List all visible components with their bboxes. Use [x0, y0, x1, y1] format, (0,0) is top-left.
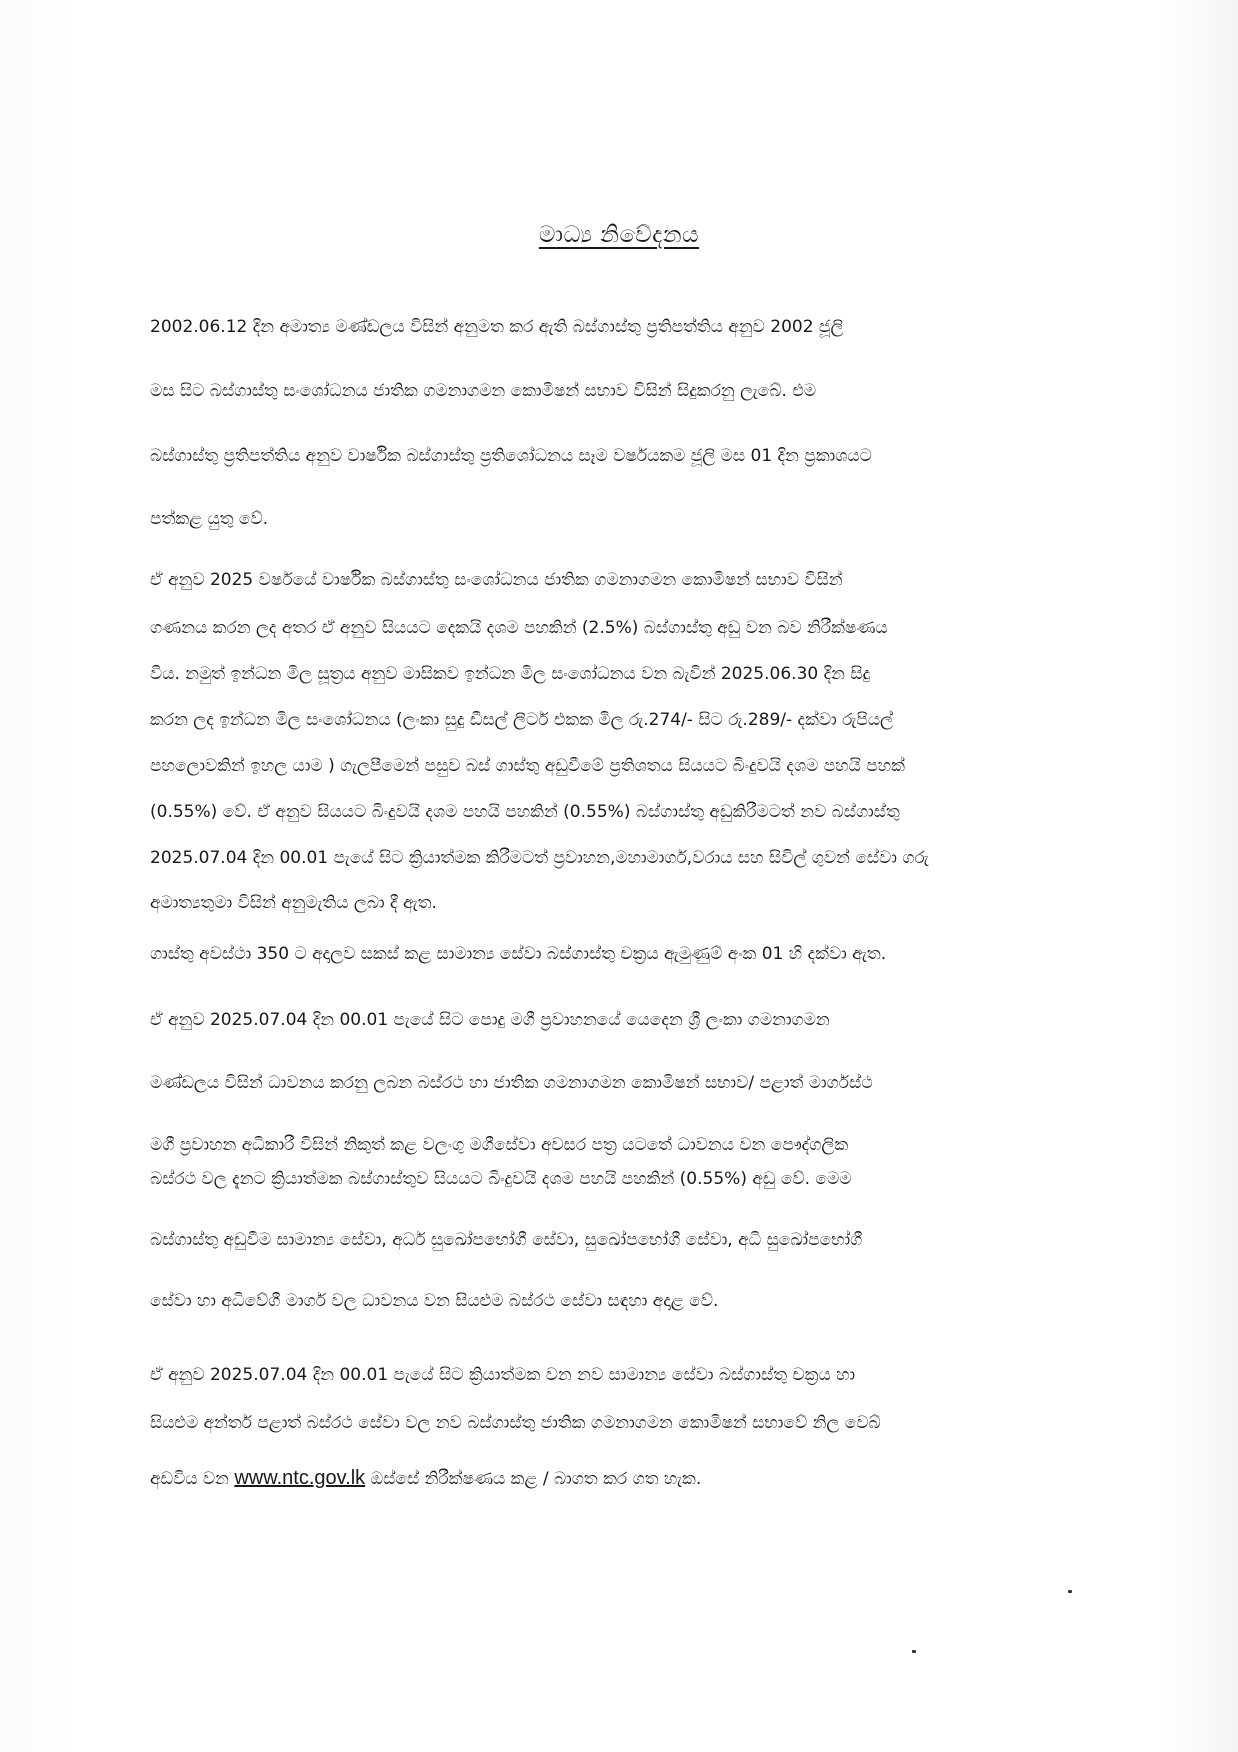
paragraph-line: ඒ අනුව 2025 වර්ෂයේ වාර්ෂික බස්ගාස්තු සංශෝධනය ජාතික ගමනාගමන කොමිෂන් සභාව විසින්: [150, 570, 843, 590]
paragraph-line: ගණනය කරන ලද අතර ඒ අනුව සියයට දෙකයි දශම පහකින් (2.5%) බස්ගාස්තු අඩු වන බව නිරීක්ෂණය: [150, 618, 888, 638]
paragraph-line: සියළුම අන්තර් පළාත් බස්රථ සේවා වල නව බස්ගාස්තු ජාතික ගමනාගමන කොමිෂන් සභාවේ නිල වෙබ්: [150, 1413, 881, 1433]
paragraph-line: පහලොවකින් ඉහල යාම ) ගැලපීමෙන් පසුව බස් ගාස්තු අඩුවීමේ ප්‍රතිශතය සියයට බිංදුවයි දශම පහයි පහක්: [150, 756, 905, 776]
paragraph-line: පත්කළ යුතු වේ.: [150, 509, 269, 529]
paragraph-line: ගාස්තු අවස්ථා 350 ට අදාලව සකස් කළ සාමාන්‍ය සේවා බස්ගාස්තු චක්‍රය ඇමුණුම් අංක 01 හි දක්වා ඇත.: [150, 944, 887, 964]
paragraph-line: මස සිට බස්ගාස්තු සංශෝධනය ජාතික ගමනාගමන කොමිෂන් සභාව විසින් සිදුකරනු ලැබේ. එම: [150, 381, 817, 401]
paragraph-line: ඒ අනුව 2025.07.04 දින 00.01 පැයේ සිට පොදු මගී ප්‍රවාහනයේ යෙදෙන ශ්‍රී ලංකා ගමනාගමන: [150, 1010, 830, 1030]
paragraph-line: විය. නමුත් ඉන්ධන මිල සූත්‍රය අනුව මාසිකව ඉන්ධන මිල සංශෝධනය වන බැවින් 2025.06.30 දින සිදු: [150, 664, 871, 684]
paragraph-line: ඒ අනුව 2025.07.04 දින 00.01 පැයේ සිට ක්‍රියාත්මක වන නව සාමාන්‍ය සේවා බස්ගාස්තු චක්‍රය හා: [150, 1365, 856, 1385]
page-title: මාධ්‍ය නිවේදනය: [538, 222, 700, 248]
paragraph-line: 2002.06.12 දින අමාත්‍ය මණ්ඩලය විසින් අනුමත කර ඇති බස්ගාස්තු ප්‍රතිපත්තිය අනුව 2002 ජූලි: [150, 317, 844, 337]
scan-speck: [912, 1650, 916, 1653]
paragraph-line: සේවා හා අධිවේගී මාර්ග වල ධාවනය වන සියළුම බස්රථ සේවා සඳහා අදාළ වේ.: [150, 1291, 719, 1311]
paragraph-line-with-link: [150, 1466, 1110, 1491]
paragraph-line: බස්ගාස්තු ප්‍රතිපත්තිය අනුව වාර්ෂික බස්ගාස්තු ප්‍රතිශෝධනය සෑම වර්ෂයකම ජූලි මස 01 දින ප්‍රකාශයට: [150, 446, 872, 466]
line-suffix: ඔස්සේ නිරීක්ෂණය කළ / බාගත කර ගත හැක.: [365, 1469, 702, 1489]
paragraph-line: 2025.07.04 දින 00.01 පැයේ සිට ක්‍රියාත්මක කිරීමටත් ප්‍රවාහන,මහාමාර්ග,වරාය සහ සිවිල් ගුවන් සේවා ගරු: [150, 848, 929, 868]
paragraph-line: මගී ප්‍රවාහන අධිකාරී විසින් නිකුත් කළ වලංගු මගීසේවා අවසර පත්‍ර යටතේ ධාවනය වන පෞද්ගලික: [150, 1135, 849, 1155]
paragraph-line: බස්රථ වල දැනට ක්‍රියාත්මක බස්ගාස්තුව සියයට බිංදුවයි දශම පහයි පහකින් (0.55%) අඩු වේ. මෙම: [150, 1169, 852, 1189]
paragraph-line: කරන ලද ඉන්ධන මිල සංශෝධනය (ලංකා සුදු ඩීසල් ලීටර් එකක මිල රු.274/- සිට රු.289/- දක්වා රුපියල්: [150, 710, 894, 730]
line-prefix: අඩවිය වන: [150, 1469, 235, 1489]
scan-speck: [1068, 1590, 1072, 1593]
paragraph-line: අමාත්‍යතුමා විසින් අනුමැතිය ලබා දී ඇත.: [150, 893, 437, 913]
website-link[interactable]: www.ntc.gov.lk: [234, 1467, 366, 1489]
paragraph-line: බස්ගාස්තු අඩුවීම සාමාන්‍ය සේවා, අර්ධ සුඛෝපභෝගී සේවා, සුඛෝපභෝගී සේවා, අධි සුඛෝපභෝගී: [150, 1230, 863, 1250]
paragraph-line: (0.55%) වේ. ඒ අනුව සියයට බිංදුවයි දශම පහයි පහකින් (0.55%) බස්ගාස්තු අඩුකිරීමටත් නව බස්ගාස්තු: [150, 802, 900, 822]
paragraph-line: මණ්ඩලය විසින් ධාවනය කරනු ලබන බස්රථ හා ජාතික ගමනාගමන කොමිෂන් සභාව/ පළාත් මාර්ගස්ථ: [150, 1073, 873, 1093]
